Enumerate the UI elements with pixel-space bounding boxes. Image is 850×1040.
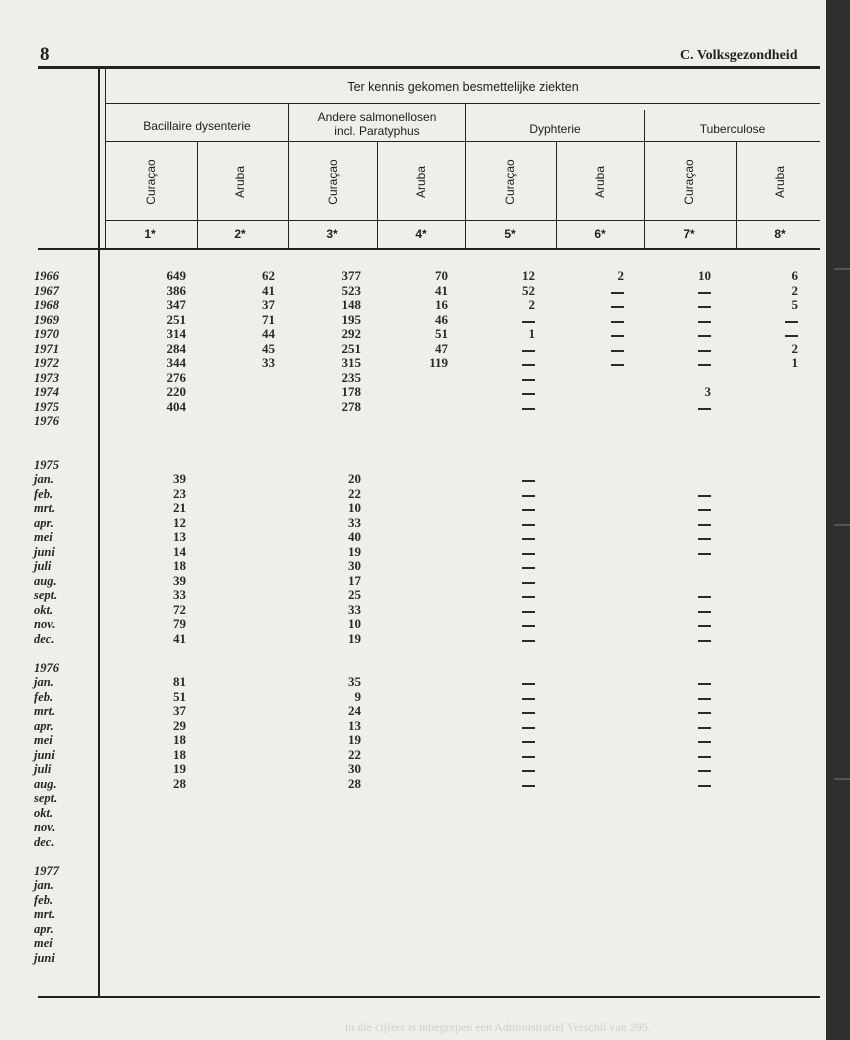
table-cell: 14 [173, 543, 186, 559]
table-cell: 30 [348, 761, 361, 776]
row-label: 1968 [34, 298, 59, 312]
table-cell: 40 [348, 529, 361, 544]
table-cell: 148 [341, 297, 361, 312]
dash-mark [698, 741, 711, 743]
col-label-curacao-3: Curaçao [503, 159, 517, 205]
table-cell: 30 [348, 558, 361, 573]
row-label: jan. [34, 472, 54, 486]
dash-mark [698, 625, 711, 627]
row-label: 1974 [34, 385, 59, 399]
dash-mark [698, 538, 711, 540]
row-label: okt. [34, 602, 54, 617]
row-label: 1977 [34, 863, 59, 878]
row-label: mrt. [34, 907, 56, 921]
inner-frame-left [105, 69, 106, 249]
table-cell: 37 [262, 297, 275, 312]
col-divider-4 [736, 141, 737, 249]
row-label: mei [34, 733, 53, 747]
dash-mark [522, 596, 535, 598]
table-cell: 18 [173, 732, 186, 747]
group-header-tuberculosis: Tuberculose [699, 122, 766, 136]
col-divider-2 [377, 141, 378, 249]
table-cell: 13 [173, 529, 186, 544]
header-rule-2 [106, 141, 820, 142]
row-label: juli [34, 559, 52, 573]
row-label: 1976 [34, 660, 59, 675]
table-cell: 6 [791, 268, 798, 283]
col-number-1: 1* [144, 227, 156, 241]
table-cell: 9 [354, 688, 361, 704]
dash-mark [698, 509, 711, 511]
table-cell: 276 [166, 369, 186, 385]
dash-mark [698, 770, 711, 772]
page-number: 8 [40, 44, 50, 65]
dash-mark [522, 321, 535, 323]
table-cell: 3 [704, 384, 711, 399]
dash-mark [522, 727, 535, 729]
table-cell: 523 [341, 282, 361, 298]
table-cell: 5 [791, 297, 798, 312]
dash-mark [522, 379, 535, 381]
table-cell: 62 [262, 268, 275, 283]
dash-mark [785, 321, 798, 323]
table-cell: 314 [166, 326, 186, 341]
table-cell: 39 [173, 572, 186, 588]
row-label: juni [34, 747, 55, 762]
header-bottom-rule [38, 248, 820, 250]
table-cell: 45 [262, 340, 275, 356]
dash-mark [522, 393, 535, 395]
dash-mark [522, 625, 535, 627]
table-cell: 2 [617, 268, 624, 283]
row-label: jan. [34, 878, 54, 892]
table-cell: 344 [166, 355, 186, 370]
table-cell: 29 [173, 717, 186, 733]
dash-mark [611, 306, 624, 308]
dash-mark [698, 640, 711, 642]
dash-mark [522, 567, 535, 569]
dash-mark [698, 712, 711, 714]
dash-mark [522, 480, 535, 482]
dash-mark [698, 524, 711, 526]
table-cell: 12 [522, 268, 535, 283]
table-cell: 23 [173, 485, 186, 501]
row-label: 1966 [34, 269, 59, 283]
dash-mark [698, 611, 711, 613]
table-cell: 235 [341, 369, 361, 385]
year-column-divider [98, 66, 100, 996]
table-cell: 41 [173, 630, 186, 646]
col-label-curacao-4: Curaçao [682, 159, 696, 205]
dash-mark [611, 292, 624, 294]
table-cell: 25 [348, 587, 361, 602]
table-cell: 19 [173, 761, 186, 776]
row-label: mei [34, 936, 53, 950]
col-divider-1 [197, 141, 198, 249]
table-cell: 20 [348, 471, 361, 486]
dash-mark [698, 364, 711, 366]
table-cell: 278 [341, 398, 361, 414]
col-label-aruba-4: Aruba [773, 165, 787, 199]
col-label-aruba-2: Aruba [414, 165, 428, 199]
row-label: 1972 [34, 356, 59, 370]
row-label: juli [34, 762, 52, 776]
table-cell: 386 [166, 282, 186, 298]
dash-mark [611, 335, 624, 337]
row-label: sept. [34, 791, 58, 805]
dash-mark [698, 596, 711, 598]
col-divider-3 [556, 141, 557, 249]
table-cell: 195 [341, 311, 361, 327]
table-cell: 347 [166, 297, 186, 312]
row-label: dec. [34, 834, 55, 849]
bleed-through-text: in die cijfers is inbegrepen een Administratief Verschil van 295. [345, 1020, 651, 1034]
table-cell: 13 [348, 717, 361, 733]
group-header-salmonellosis [289, 110, 465, 138]
table-cell: 70 [435, 268, 448, 283]
table-cell: 220 [166, 384, 186, 399]
dash-mark [522, 364, 535, 366]
dash-mark [522, 509, 535, 511]
dash-mark [698, 321, 711, 323]
dash-mark [611, 321, 624, 323]
dash-mark [698, 292, 711, 294]
section-title: C. Volksgezondheid [680, 48, 798, 63]
table-cell: 16 [435, 297, 448, 312]
dash-mark [522, 785, 535, 787]
dash-mark [522, 640, 535, 642]
table-cell: 33 [173, 587, 186, 602]
table-cell: 24 [348, 703, 361, 718]
dash-mark [522, 770, 535, 772]
row-label: apr. [34, 718, 54, 733]
table-cell: 22 [348, 485, 361, 501]
table-cell: 404 [166, 398, 186, 414]
dash-mark [698, 408, 711, 410]
col-number-4: 4* [415, 227, 427, 241]
table-bottom-rule [38, 996, 820, 998]
table-cell: 22 [348, 746, 361, 762]
scan-edge [826, 0, 850, 1040]
table-cell: 28 [173, 775, 186, 791]
col-number-8: 8* [774, 227, 786, 241]
col-label-aruba-3: Aruba [593, 165, 607, 199]
table-cell: 33 [348, 514, 361, 530]
edge-tick [834, 268, 850, 270]
table-cell: 72 [173, 601, 186, 617]
row-label: 1976 [34, 414, 59, 428]
table-cell: 292 [341, 326, 361, 341]
group-header-salmonellosis-line1: Andere salmonellosen [317, 110, 437, 124]
col-number-5: 5* [504, 227, 516, 241]
dash-mark [698, 335, 711, 337]
col-label-curacao-2: Curaçao [326, 159, 340, 205]
dash-mark [522, 495, 535, 497]
group-header-salmonellosis-line2: incl. Paratyphus [334, 124, 420, 138]
table-cell: 284 [166, 340, 186, 356]
table-cell: 44 [262, 326, 275, 341]
dash-mark [522, 741, 535, 743]
table-cell: 51 [173, 688, 186, 704]
row-label: jan. [34, 675, 54, 689]
table-cell: 12 [173, 514, 186, 530]
table-cell: 1 [791, 355, 798, 370]
dash-mark [698, 553, 711, 555]
table-cell: 251 [166, 311, 186, 327]
col-label-aruba-1: Aruba [233, 165, 247, 199]
dash-mark [522, 408, 535, 410]
table-cell: 35 [348, 674, 361, 689]
col-number-3: 3* [326, 227, 338, 241]
table-cell: 17 [348, 572, 361, 588]
row-label: nov. [34, 617, 56, 631]
table-cell: 10 [348, 616, 361, 631]
row-label: mrt. [34, 501, 56, 515]
row-label: nov. [34, 820, 56, 834]
row-label: feb. [34, 689, 54, 704]
dash-mark [611, 364, 624, 366]
table-cell: 81 [173, 674, 186, 689]
table-cell: 649 [166, 268, 186, 283]
group-header-diphtheria: Dyphterie [529, 122, 581, 136]
dash-mark [785, 335, 798, 337]
dash-mark [522, 698, 535, 700]
row-label: apr. [34, 921, 54, 936]
dash-mark [522, 538, 535, 540]
dash-mark [698, 756, 711, 758]
dash-mark [698, 698, 711, 700]
row-label: 1973 [34, 370, 59, 385]
row-label: juni [34, 950, 55, 965]
dash-mark [611, 350, 624, 352]
dash-mark [522, 756, 535, 758]
table-cell: 47 [435, 340, 448, 356]
table-cell: 33 [262, 355, 275, 370]
row-label: feb. [34, 486, 54, 501]
col-number-2: 2* [234, 227, 246, 241]
table-cell: 2 [528, 297, 535, 312]
row-label: dec. [34, 631, 55, 646]
dash-mark [698, 727, 711, 729]
table-cell: 2 [791, 340, 798, 356]
row-label: 1969 [34, 312, 59, 327]
group-header-dysentery: Bacillaire dysenterie [143, 119, 251, 133]
dash-mark [522, 582, 535, 584]
table-cell: 51 [435, 326, 448, 341]
dash-mark [522, 350, 535, 352]
row-label: 1967 [34, 283, 59, 298]
row-label: apr. [34, 515, 54, 530]
table-cell: 18 [173, 746, 186, 762]
table-cell: 18 [173, 558, 186, 573]
table-cell: 10 [698, 268, 711, 283]
row-label: mrt. [34, 704, 56, 718]
table-cell: 10 [348, 500, 361, 515]
table-cell: 1 [528, 326, 535, 341]
table-cell: 41 [262, 282, 275, 298]
col-number-6: 6* [594, 227, 606, 241]
row-label: 1975 [34, 457, 59, 472]
edge-tick [834, 778, 850, 780]
table-cell: 41 [435, 282, 448, 298]
row-label: 1975 [34, 399, 59, 414]
table-cell: 39 [173, 471, 186, 486]
row-label: aug. [34, 776, 57, 791]
table-cell: 119 [429, 355, 448, 370]
row-label: aug. [34, 573, 57, 588]
table-cell: 71 [262, 311, 275, 327]
table-cell: 46 [435, 311, 448, 327]
dash-mark [698, 350, 711, 352]
row-label: 1970 [34, 327, 59, 341]
row-label: juni [34, 544, 55, 559]
table-cell: 19 [348, 543, 361, 559]
dash-mark [698, 306, 711, 308]
edge-tick [834, 524, 850, 526]
table-cell: 178 [341, 384, 361, 399]
table-cell: 21 [173, 500, 186, 515]
table-cell: 28 [348, 775, 361, 791]
dash-mark [698, 495, 711, 497]
row-label: 1971 [34, 341, 59, 356]
table-cell: 19 [348, 732, 361, 747]
table-cell: 377 [341, 268, 361, 283]
dash-mark [698, 785, 711, 787]
dash-mark [522, 553, 535, 555]
table-top-rule [38, 66, 820, 69]
table-cell: 33 [348, 601, 361, 617]
row-label: mei [34, 530, 53, 544]
table-cell: 2 [791, 282, 798, 298]
dash-mark [522, 611, 535, 613]
col-number-7: 7* [683, 227, 695, 241]
table-cell: 251 [341, 340, 361, 356]
dash-mark [698, 683, 711, 685]
dash-mark [522, 524, 535, 526]
col-label-curacao-1: Curaçao [144, 159, 158, 205]
table-cell: 315 [341, 355, 361, 370]
table-cell: 79 [173, 616, 186, 631]
row-label: okt. [34, 805, 54, 820]
dash-mark [522, 712, 535, 714]
row-label: sept. [34, 588, 58, 602]
table-cell: 52 [522, 282, 535, 298]
row-label: feb. [34, 892, 54, 907]
dash-mark [522, 683, 535, 685]
header-rule-3 [106, 220, 820, 221]
table-cell: 37 [173, 703, 186, 718]
table-super-header: Ter kennis gekomen besmettelijke ziekten [347, 80, 579, 94]
table-cell: 19 [348, 630, 361, 646]
header-rule-1 [106, 103, 820, 104]
